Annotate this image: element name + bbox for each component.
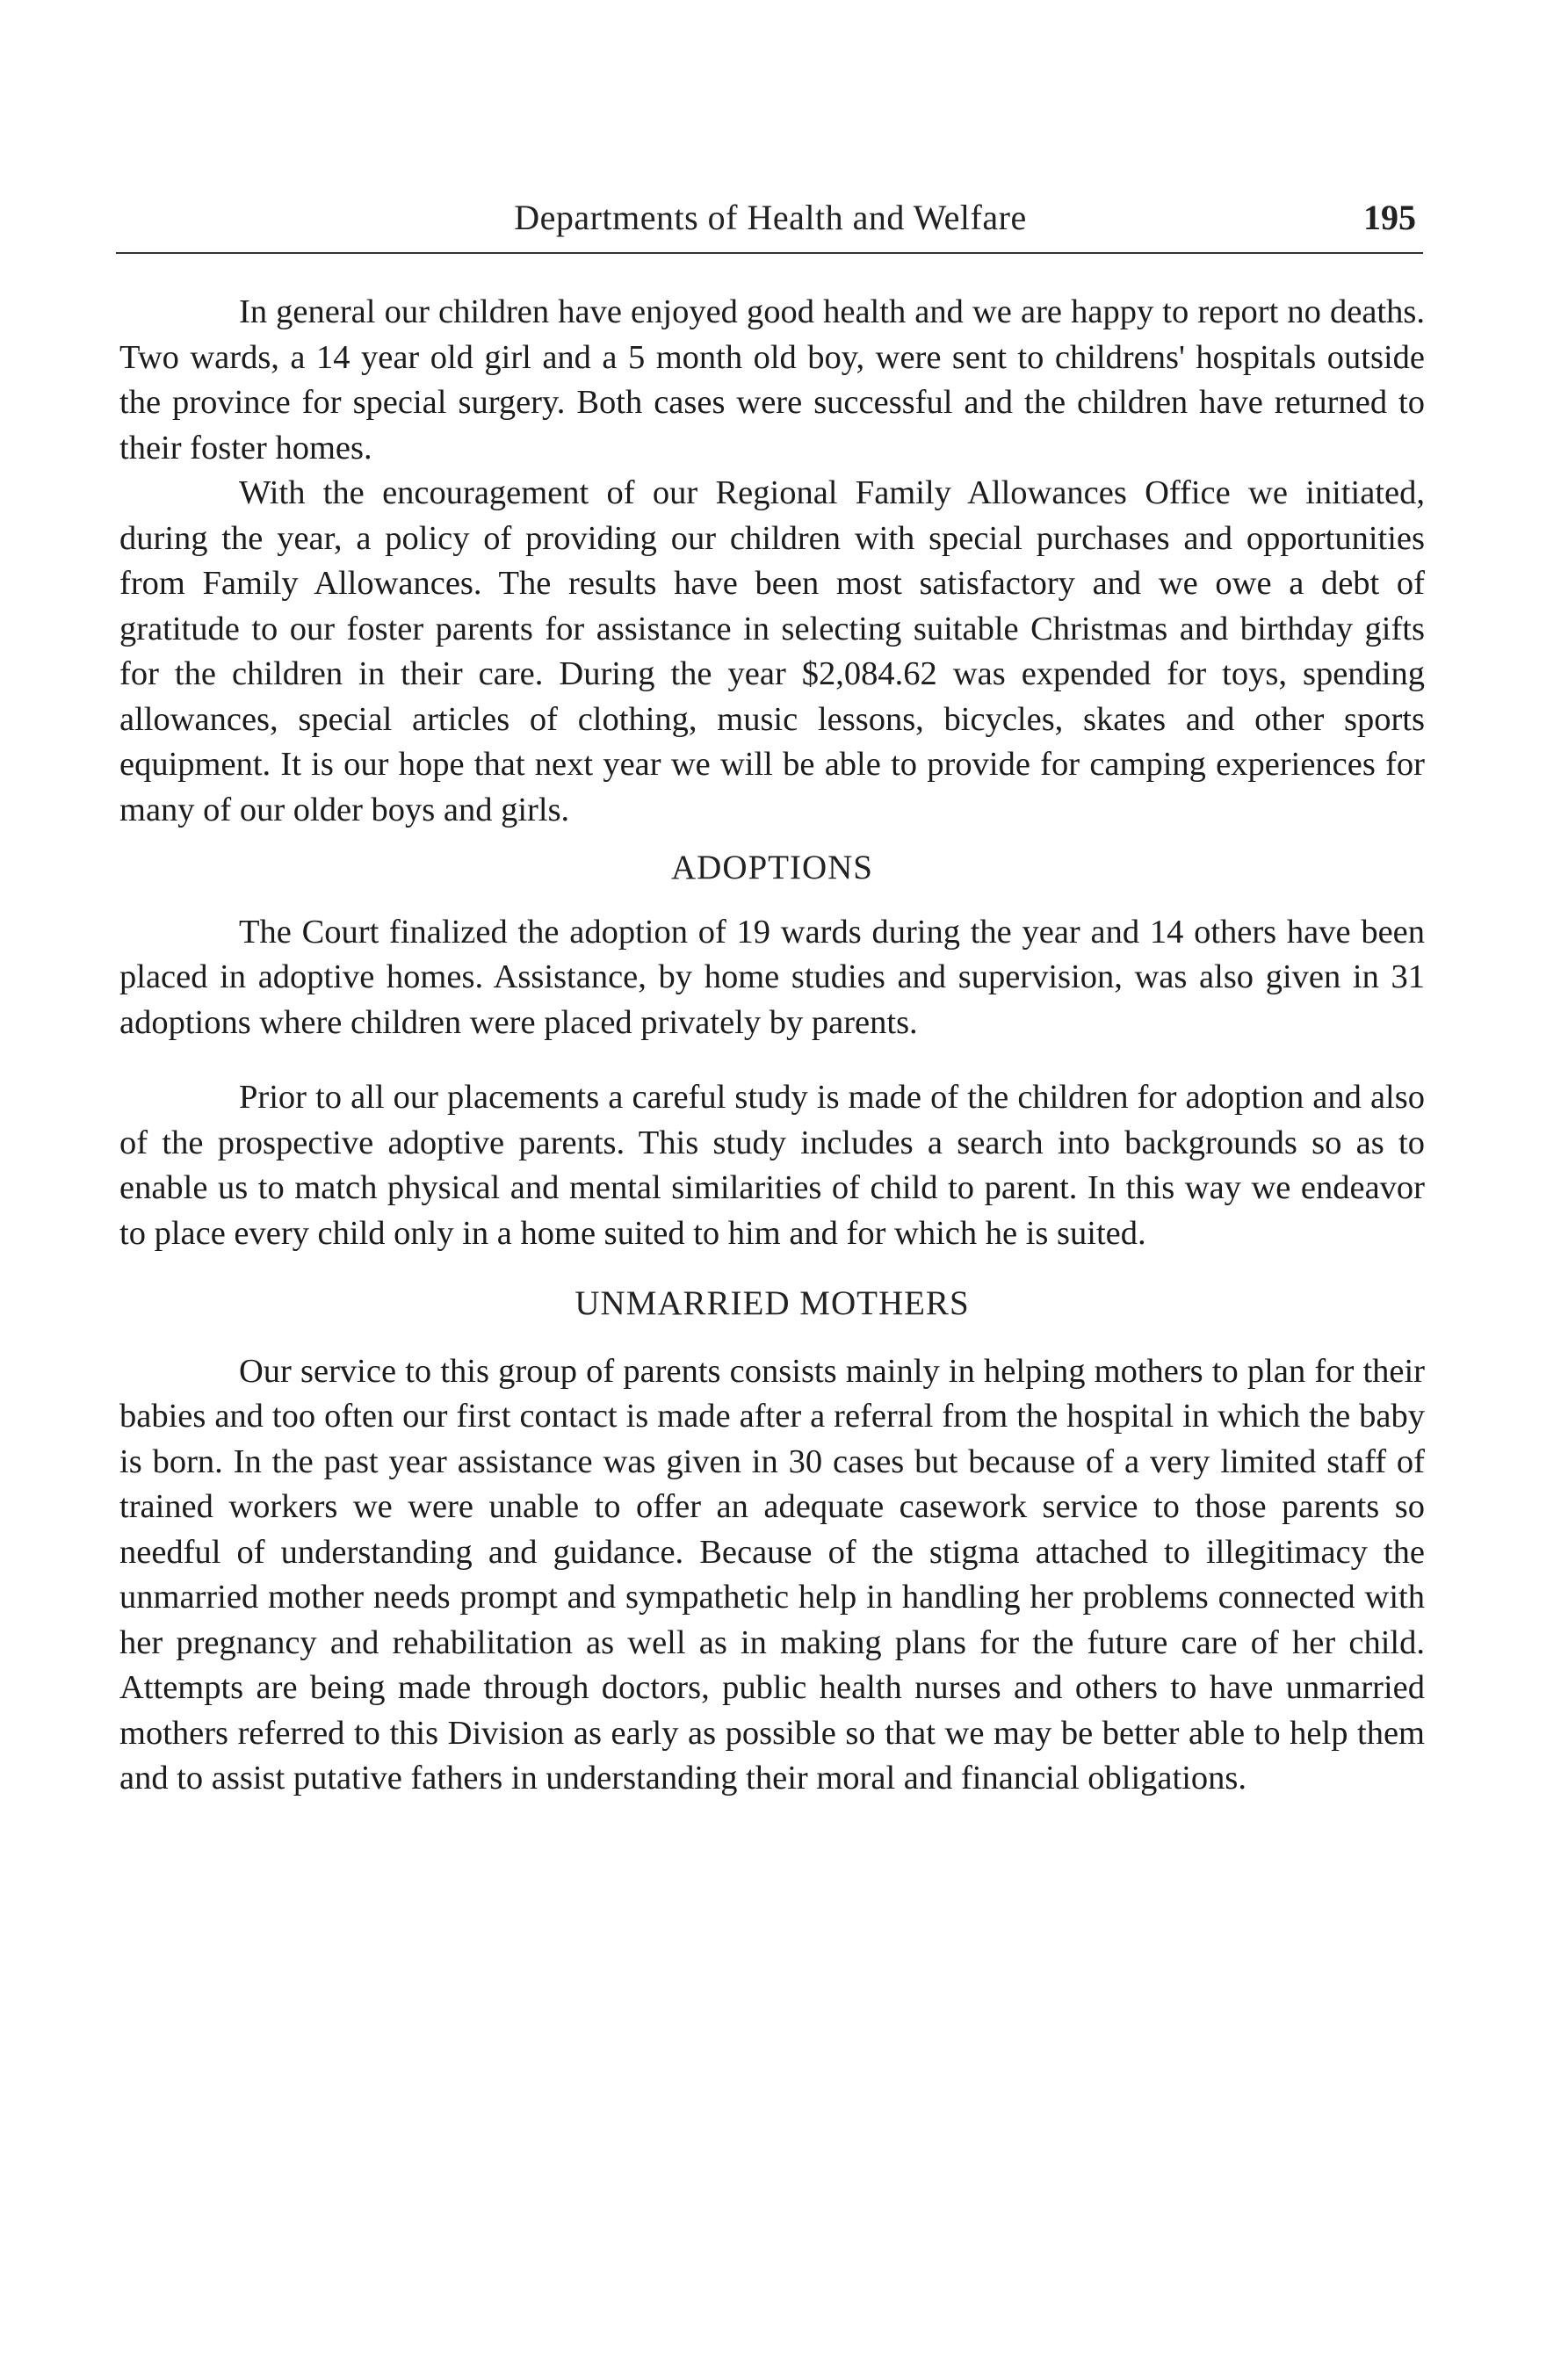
body-text: [119, 290, 1425, 1802]
paragraph-adoptions-summary: The Court finalized the adoption of 19 wards during the year and 14 others have been placed in adoptive homes. Assistance, by home studies and supervision, was also given in 31 adoptions where children were placed privately by parents.: [119, 913, 1425, 1041]
running-header: [116, 186, 1425, 248]
paragraph-health: In general our children have enjoyed good health and we are happy to report no deaths. Two wards, a 14 year old girl and a 5 month old boy, were sent to childrens' hospitals outside the province for special surgery. Both cases were successful and the children have returned to their foster homes.: [119, 293, 1425, 466]
paragraph-family-allowances: With the encouragement of our Regional Family Allowances Office we initiated, during the year, a policy of providing our children with special purchases and opportunities from Family Allowances. The results have been most satisfactory and we owe a debt of gratitude to our foster parents for assistance in selecting suitable Christmas and birthday gifts for the children in their care. During the year $2,084.62 was expended for toys, spending allowances, special articles of clothing, music lessons, bicycles, skates and other sports equipment. It is our hope that next year we will be able to provide for camping experiences for many of our older boys and girls.: [119, 474, 1425, 828]
section-heading-adoptions: ADOPTIONS: [670, 849, 873, 886]
paragraph-unmarried-mothers: Our service to this group of parents consists mainly in helping mothers to plan for their babies and too often our first contact is made after a referral from the hospital in which the baby is born. In the past year assistance was given in 30 cases but because of a very limited staff of trained workers we were unable to offer an adequate casework service to those parents so needful of understanding and guidance. Because of the stigma attached to illegitimacy the unmarried mother needs prompt and sympathetic help in handling her problems connected with her pregnancy and rehabilitation as well as in making plans for the future care of her child. Attempts are being made through doctors, public health nurses and others to have unmarried mothers referred to this Division as early as possible so that we may be better able to help them and to assist putative fathers in understanding their moral and financial obligations.: [119, 1352, 1425, 1796]
paragraph-adoptions-study: Prior to all our placements a careful study is made of the children for adoption and also of the prospective adoptive parents. This study includes a search into backgrounds so as to enable us to match physical and mental similarities of child to parent. In this way we endeavor to place every child only in a home suited to him and for which he is suited.: [119, 1079, 1425, 1252]
section-heading-unmarried-mothers: UNMARRIED MOTHERS: [574, 1284, 970, 1322]
page-number: 195: [1363, 198, 1416, 237]
running-title: Departments of Health and Welfare: [514, 198, 1027, 237]
header-rule: [116, 252, 1423, 254]
